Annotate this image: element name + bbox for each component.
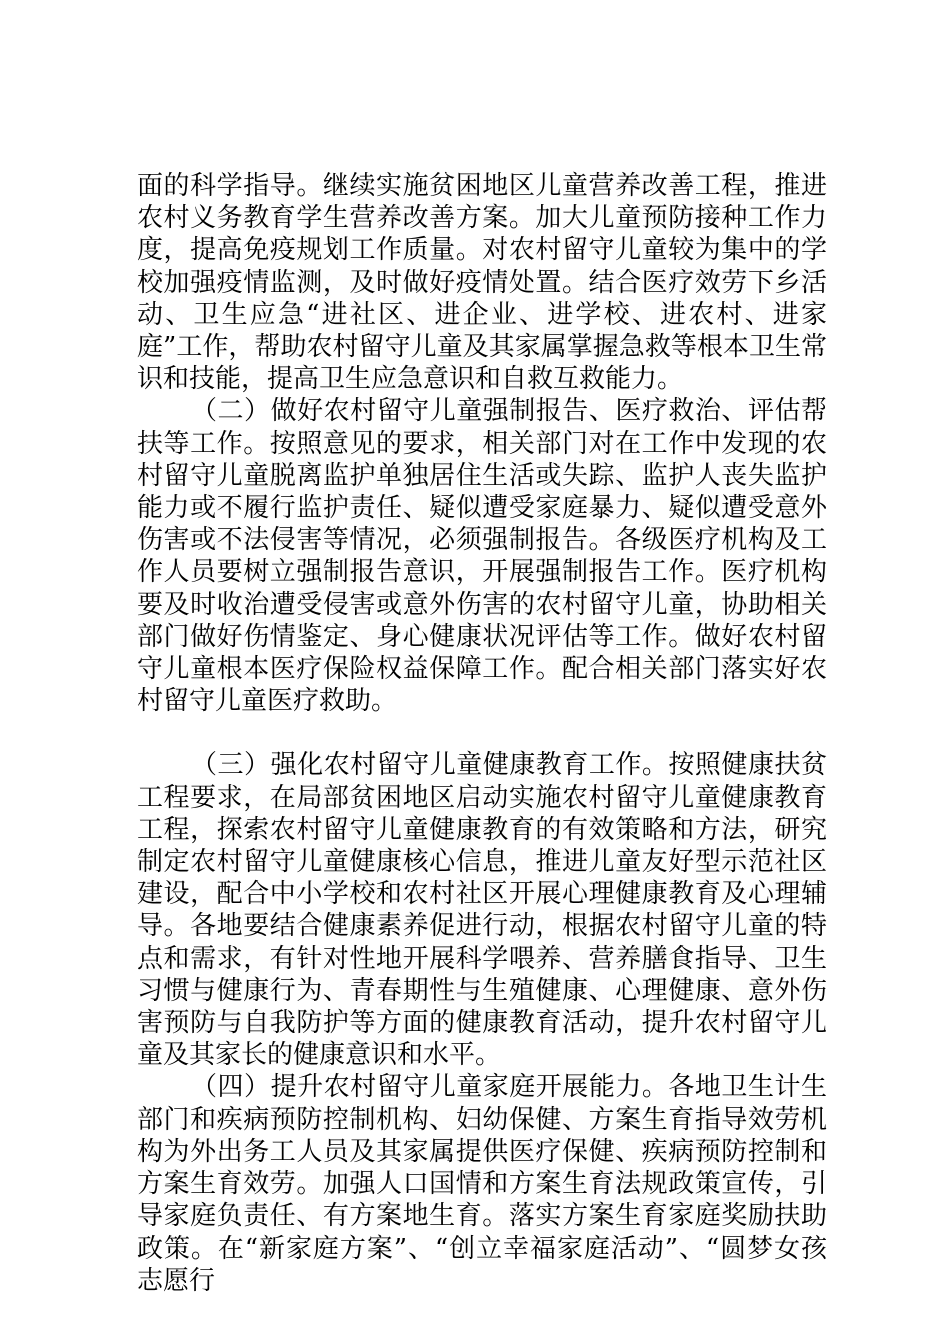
document-body (137, 170, 827, 1297)
paragraph-health-guidance: 面的科学指导。继续实施贫困地区儿童营养改善工程，推进农村义务教育学生营养改善方案。加大儿童预防接种工作力度，提高免疫规划工作质量。对农村留守儿童较为集中的学校加强疫情监测，及时做好疫情处置。结合医疗效劳下乡活动、卫生应急“进社区、进企业、进学校、进农村、进家庭”工作，帮助农村留守儿童及其家属掌握急救等根本卫生常识和技能，提高卫生应急意识和自救互救能力。 (137, 171, 827, 395)
paragraph-health-education: （三）强化农村留守儿童健康教育工作。按照健康扶贫工程要求，在局部贫困地区启动实施农村留守儿童健康教育工程，探索农村留守儿童健康教育的有效策略和方法，研究制定农村留守儿童健康核心信息，推进儿童友好型示范社区建设，配合中小学校和农村社区开展心理健康教育及心理辅导。各地要结合健康素养促进行动，根据农村留守儿童的特点和需求，有针对性地开展科学喂养、营养膳食指导、卫生习惯与健康行为、青春期性与生殖健康、心理健康、意外伤害预防与自我防护等方面的健康教育活动，提升农村留守儿童及其家长的健康意识和水平。 (137, 750, 827, 1071)
paragraph-family-development: （四）提升农村留守儿童家庭开展能力。各地卫生计生部门和疾病预防控制机构、妇幼保健、方案生育指导效劳机构为外出务工人员及其家属提供医疗保健、疾病预防控制和方案生育效劳。加强人口国情和方案生育法规政策宣传，引导家庭负责任、有方案地生育。落实方案生育家庭奖励扶助政策。在“新家庭方案”、“创立幸福家庭活动”、“圆梦女孩志愿行 (137, 1072, 827, 1296)
paragraph-mandatory-reporting: （二）做好农村留守儿童强制报告、医疗救治、评估帮扶等工作。按照意见的要求，相关部门对在工作中发现的农村留守儿童脱离监护单独居住生活或失踪、监护人丧失监护能力或不履行监护责任、疑似遭受家庭暴力、疑似遭受意外伤害或不法侵害等情况，必须强制报告。各级医疗机构及工作人员要树立强制报告意识，开展强制报告工作。医疗机构要及时收治遭受侵害或意外伤害的农村留守儿童，协助相关部门做好伤情鉴定、身心健康状况评估等工作。做好农村留守儿童根本医疗保险权益保障工作。配合相关部门落实好农村留守儿童医疗救助。 (137, 396, 827, 717)
